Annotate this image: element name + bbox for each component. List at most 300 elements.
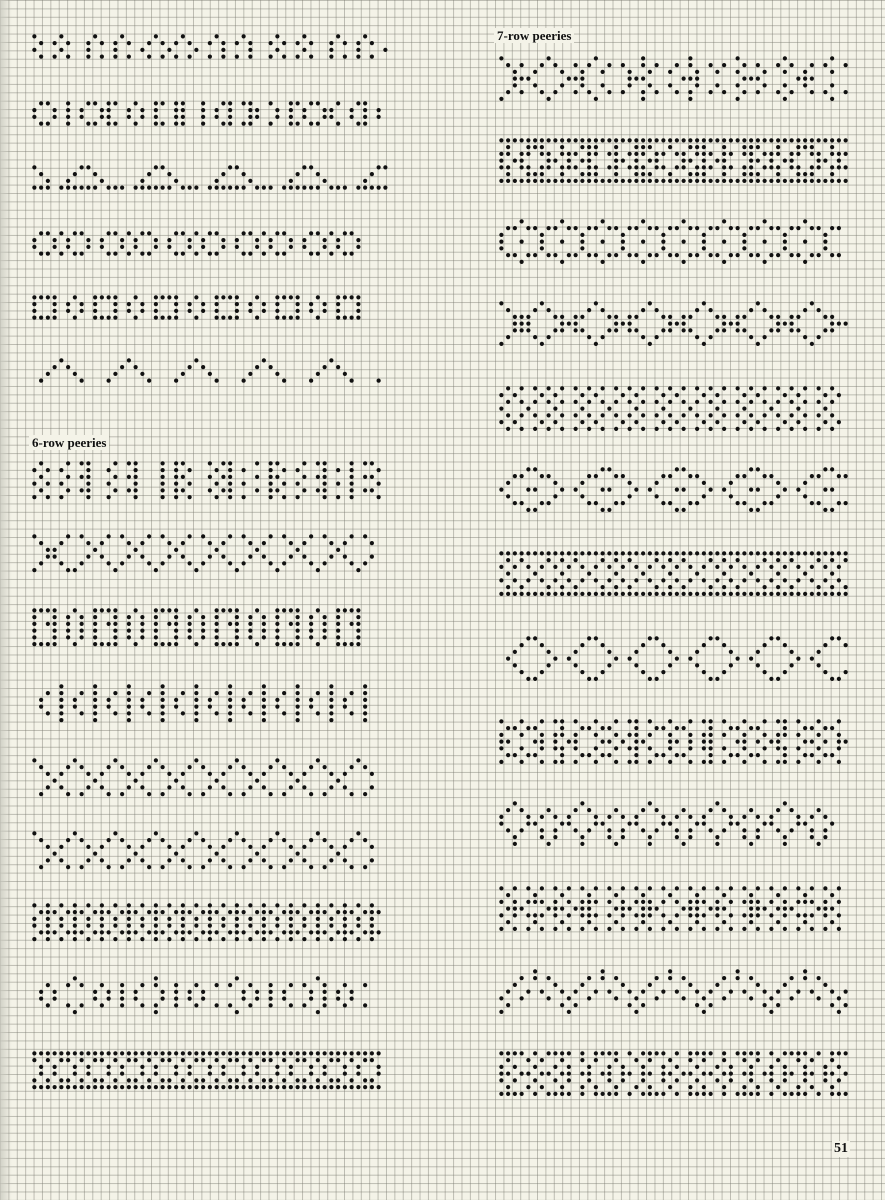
stitch-dot bbox=[80, 231, 84, 235]
stitch-dot bbox=[370, 924, 374, 928]
stitch-dot bbox=[526, 315, 530, 319]
stitch-dot bbox=[783, 1051, 787, 1055]
stitch-dot bbox=[648, 801, 652, 805]
stitch-dot bbox=[796, 179, 800, 183]
stitch-dot bbox=[32, 48, 36, 52]
stitch-dot bbox=[356, 642, 360, 646]
stitch-dot bbox=[296, 629, 300, 633]
stitch-dot bbox=[208, 1085, 212, 1089]
stitch-dot bbox=[560, 592, 564, 596]
stitch-dot bbox=[506, 592, 510, 596]
stitch-dot bbox=[39, 990, 43, 994]
stitch-dot bbox=[242, 186, 246, 190]
stitch-dot bbox=[201, 635, 205, 639]
stitch-dot bbox=[107, 622, 111, 626]
stitch-dot bbox=[188, 1065, 192, 1069]
stitch-dot bbox=[641, 1072, 645, 1076]
stitch-dot bbox=[39, 1072, 43, 1076]
stitch-dot bbox=[356, 622, 360, 626]
stitch-dot bbox=[39, 55, 43, 59]
stitch-dot bbox=[499, 1092, 503, 1096]
left-top-peerie-band-3 bbox=[31, 164, 389, 191]
stitch-dot bbox=[39, 1051, 43, 1055]
stitch-dot bbox=[188, 245, 192, 249]
stitch-dot bbox=[614, 386, 618, 390]
stitch-dot bbox=[262, 1078, 266, 1082]
stitch-dot bbox=[776, 315, 780, 319]
stitch-dot bbox=[533, 976, 537, 980]
stitch-dot bbox=[796, 913, 800, 917]
stitch-dot bbox=[574, 427, 578, 431]
stitch-dot bbox=[370, 917, 374, 921]
stitch-dot bbox=[661, 420, 665, 424]
stitch-dot bbox=[749, 159, 753, 163]
stitch-dot bbox=[553, 828, 557, 832]
stitch-dot bbox=[668, 733, 672, 737]
peerie-chart-svg bbox=[31, 33, 389, 60]
stitch-dot bbox=[628, 427, 632, 431]
stitch-dot bbox=[634, 913, 638, 917]
stitch-dot bbox=[201, 615, 205, 619]
stitch-dot bbox=[161, 1085, 165, 1089]
stitch-dot bbox=[248, 372, 252, 376]
stitch-dot bbox=[350, 910, 354, 914]
stitch-dot bbox=[120, 561, 124, 565]
peerie-chart-svg bbox=[31, 460, 382, 501]
stitch-dot bbox=[817, 179, 821, 183]
stitch-dot bbox=[127, 358, 131, 362]
stitch-dot bbox=[823, 726, 827, 730]
stitch-dot bbox=[621, 90, 625, 94]
stitch-dot bbox=[356, 55, 360, 59]
stitch-dot bbox=[823, 927, 827, 931]
stitch-dot bbox=[336, 629, 340, 633]
stitch-dot bbox=[120, 865, 124, 869]
stitch-dot bbox=[790, 315, 794, 319]
stitch-dot bbox=[587, 592, 591, 596]
stitch-dot bbox=[282, 792, 286, 796]
stitch-dot bbox=[796, 145, 800, 149]
stitch-dot bbox=[648, 1085, 652, 1089]
stitch-dot bbox=[269, 1051, 273, 1055]
stitch-dot bbox=[242, 997, 246, 1001]
stitch-dot bbox=[729, 165, 733, 169]
stitch-dot bbox=[113, 629, 117, 633]
stitch-dot bbox=[107, 115, 111, 119]
stitch-dot bbox=[715, 420, 719, 424]
stitch-dot bbox=[553, 565, 557, 569]
stitch-dot bbox=[296, 930, 300, 934]
stitch-dot bbox=[499, 407, 503, 411]
stitch-dot bbox=[356, 1072, 360, 1076]
stitch-dot bbox=[756, 508, 760, 512]
stitch-dot bbox=[553, 159, 557, 163]
stitch-dot bbox=[722, 585, 726, 589]
stitch-dot bbox=[188, 302, 192, 306]
stitch-dot bbox=[86, 48, 90, 52]
stitch-dot bbox=[553, 719, 557, 723]
stitch-dot bbox=[742, 746, 746, 750]
stitch-dot bbox=[275, 461, 279, 465]
stitch-dot bbox=[370, 903, 374, 907]
stitch-dot bbox=[296, 622, 300, 626]
stitch-dot bbox=[66, 245, 70, 249]
stitch-dot bbox=[255, 461, 259, 465]
stitch-dot bbox=[201, 309, 205, 313]
stitch-dot bbox=[235, 924, 239, 928]
peerie-chart-svg bbox=[498, 800, 849, 848]
stitch-dot bbox=[329, 1051, 333, 1055]
stitch-dot bbox=[817, 551, 821, 555]
stitch-dot bbox=[607, 663, 611, 667]
stitch-dot bbox=[580, 393, 584, 397]
stitch-dot bbox=[702, 900, 706, 904]
stitch-dot bbox=[262, 772, 266, 776]
stitch-dot bbox=[601, 386, 605, 390]
stitch-dot bbox=[120, 930, 124, 934]
stitch-dot bbox=[336, 1085, 340, 1089]
stitch-dot bbox=[107, 705, 111, 709]
stitch-dot bbox=[702, 233, 706, 237]
stitch-dot bbox=[749, 152, 753, 156]
stitch-dot bbox=[113, 831, 117, 835]
stitch-dot bbox=[363, 488, 367, 492]
stitch-dot bbox=[533, 413, 537, 417]
stitch-dot bbox=[587, 1065, 591, 1069]
stitch-dot bbox=[269, 186, 273, 190]
stitch-dot bbox=[614, 501, 618, 505]
stitch-dot bbox=[242, 1085, 246, 1089]
stitch-dot bbox=[228, 468, 232, 472]
stitch-dot bbox=[520, 1072, 524, 1076]
stitch-dot bbox=[356, 615, 360, 619]
stitch-dot bbox=[587, 63, 591, 67]
stitch-dot bbox=[242, 930, 246, 934]
stitch-dot bbox=[607, 165, 611, 169]
stitch-dot bbox=[844, 90, 848, 94]
stitch-dot bbox=[628, 990, 632, 994]
stitch-dot bbox=[93, 34, 97, 38]
stitch-dot bbox=[594, 900, 598, 904]
stitch-dot bbox=[790, 90, 794, 94]
stitch-dot bbox=[113, 295, 117, 299]
stitch-dot bbox=[201, 765, 205, 769]
stitch-dot bbox=[513, 1065, 517, 1069]
stitch-dot bbox=[574, 322, 578, 326]
stitch-dot bbox=[634, 226, 638, 230]
stitch-dot bbox=[356, 316, 360, 320]
stitch-dot bbox=[526, 152, 530, 156]
stitch-dot bbox=[628, 1092, 632, 1096]
stitch-dot bbox=[93, 122, 97, 126]
stitch-dot bbox=[296, 642, 300, 646]
stitch-dot bbox=[275, 488, 279, 492]
stitch-dot bbox=[356, 831, 360, 835]
stitch-dot bbox=[188, 930, 192, 934]
stitch-dot bbox=[370, 930, 374, 934]
stitch-dot bbox=[59, 541, 63, 545]
stitch-dot bbox=[709, 427, 713, 431]
stitch-dot bbox=[533, 1078, 537, 1082]
stitch-dot bbox=[817, 226, 821, 230]
stitch-dot bbox=[675, 565, 679, 569]
right-peerie-band-11 bbox=[498, 885, 849, 933]
stitch-dot bbox=[221, 772, 225, 776]
stitch-dot bbox=[587, 976, 591, 980]
stitch-dot bbox=[221, 172, 225, 176]
right-peerie-band-9 bbox=[498, 718, 849, 766]
stitch-dot bbox=[763, 990, 767, 994]
stitch-dot bbox=[506, 165, 510, 169]
stitch-dot bbox=[702, 670, 706, 674]
stitch-dot bbox=[574, 828, 578, 832]
stitch-dot bbox=[796, 165, 800, 169]
stitch-dot bbox=[53, 309, 57, 313]
stitch-dot bbox=[80, 930, 84, 934]
stitch-dot bbox=[695, 893, 699, 897]
stitch-dot bbox=[499, 746, 503, 750]
stitch-dot bbox=[560, 1072, 564, 1076]
stitch-dot bbox=[574, 585, 578, 589]
stitch-dot bbox=[628, 328, 632, 332]
stitch-dot bbox=[621, 578, 625, 582]
stitch-dot bbox=[269, 488, 273, 492]
stitch-dot bbox=[756, 488, 760, 492]
stitch-dot bbox=[513, 900, 517, 904]
stitch-dot bbox=[607, 1072, 611, 1076]
stitch-dot bbox=[282, 41, 286, 45]
stitch-dot bbox=[682, 427, 686, 431]
stitch-dot bbox=[553, 1051, 557, 1055]
stitch-dot bbox=[830, 1051, 834, 1055]
stitch-dot bbox=[194, 698, 198, 702]
stitch-dot bbox=[844, 322, 848, 326]
stitch-dot bbox=[729, 578, 733, 582]
stitch-dot bbox=[242, 1072, 246, 1076]
stitch-dot bbox=[817, 165, 821, 169]
stitch-dot bbox=[363, 1078, 367, 1082]
stitch-dot bbox=[53, 629, 57, 633]
stitch-dot bbox=[154, 302, 158, 306]
stitch-dot bbox=[526, 1058, 530, 1062]
stitch-dot bbox=[174, 101, 178, 105]
stitch-dot bbox=[580, 670, 584, 674]
stitch-dot bbox=[715, 636, 719, 640]
stitch-dot bbox=[533, 138, 537, 142]
stitch-dot bbox=[837, 740, 841, 744]
stitch-dot bbox=[587, 501, 591, 505]
stitch-dot bbox=[594, 886, 598, 890]
stitch-dot bbox=[363, 765, 367, 769]
stitch-dot bbox=[323, 1065, 327, 1069]
stitch-dot bbox=[661, 407, 665, 411]
stitch-dot bbox=[215, 482, 219, 486]
stitch-dot bbox=[59, 186, 63, 190]
stitch-dot bbox=[776, 138, 780, 142]
stitch-dot bbox=[336, 615, 340, 619]
stitch-dot bbox=[796, 138, 800, 142]
stitch-dot bbox=[634, 726, 638, 730]
stitch-dot bbox=[796, 565, 800, 569]
stitch-dot bbox=[756, 253, 760, 257]
stitch-dot bbox=[248, 845, 252, 849]
stitch-dot bbox=[134, 475, 138, 479]
stitch-dot bbox=[803, 240, 807, 244]
stitch-dot bbox=[817, 386, 821, 390]
stitch-dot bbox=[621, 828, 625, 832]
stitch-dot bbox=[695, 308, 699, 312]
stitch-dot bbox=[201, 115, 205, 119]
stitch-dot bbox=[107, 252, 111, 256]
stitch-dot bbox=[343, 983, 347, 987]
stitch-dot bbox=[350, 1058, 354, 1062]
stitch-dot bbox=[161, 295, 165, 299]
stitch-dot bbox=[594, 578, 598, 582]
stitch-dot bbox=[100, 238, 104, 242]
stitch-dot bbox=[688, 56, 692, 60]
stitch-dot bbox=[560, 733, 564, 737]
stitch-dot bbox=[520, 159, 524, 163]
stitch-dot bbox=[282, 1051, 286, 1055]
stitch-dot bbox=[363, 711, 367, 715]
stitch-dot bbox=[242, 838, 246, 842]
stitch-dot bbox=[46, 845, 50, 849]
stitch-dot bbox=[837, 886, 841, 890]
stitch-dot bbox=[262, 705, 266, 709]
peerie-chart-svg bbox=[31, 1050, 382, 1091]
stitch-dot bbox=[39, 101, 43, 105]
stitch-dot bbox=[174, 468, 178, 472]
stitch-dot bbox=[742, 835, 746, 839]
stitch-dot bbox=[601, 643, 605, 647]
stitch-dot bbox=[46, 548, 50, 552]
stitch-dot bbox=[255, 910, 259, 914]
stitch-dot bbox=[715, 913, 719, 917]
stitch-dot bbox=[533, 179, 537, 183]
stitch-dot bbox=[302, 238, 306, 242]
stitch-dot bbox=[363, 475, 367, 479]
stitch-dot bbox=[208, 903, 212, 907]
stitch-dot bbox=[668, 551, 672, 555]
stitch-dot bbox=[621, 835, 625, 839]
stitch-dot bbox=[587, 636, 591, 640]
stitch-dot bbox=[688, 900, 692, 904]
stitch-dot bbox=[296, 1078, 300, 1082]
stitch-dot bbox=[607, 253, 611, 257]
stitch-dot bbox=[316, 252, 320, 256]
stitch-dot bbox=[742, 172, 746, 176]
stitch-dot bbox=[607, 90, 611, 94]
stitch-dot bbox=[776, 592, 780, 596]
stitch-dot bbox=[567, 1051, 571, 1055]
stitch-dot bbox=[140, 372, 144, 376]
stitch-dot bbox=[783, 83, 787, 87]
stitch-dot bbox=[580, 643, 584, 647]
stitch-dot bbox=[73, 930, 77, 934]
stitch-dot bbox=[235, 937, 239, 941]
stitch-dot bbox=[201, 997, 205, 1001]
stitch-dot bbox=[154, 629, 158, 633]
stitch-dot bbox=[228, 1003, 232, 1007]
stitch-dot bbox=[675, 138, 679, 142]
stitch-dot bbox=[39, 461, 43, 465]
stitch-dot bbox=[73, 698, 77, 702]
stitch-dot bbox=[553, 900, 557, 904]
stitch-dot bbox=[86, 858, 90, 862]
stitch-dot bbox=[722, 260, 726, 264]
stitch-dot bbox=[248, 924, 252, 928]
stitch-dot bbox=[73, 758, 77, 762]
stitch-dot bbox=[675, 551, 679, 555]
stitch-dot bbox=[634, 420, 638, 424]
stitch-dot bbox=[526, 226, 530, 230]
stitch-dot bbox=[655, 585, 659, 589]
stitch-dot bbox=[513, 913, 517, 917]
stitch-dot bbox=[269, 1085, 273, 1089]
stitch-dot bbox=[837, 733, 841, 737]
stitch-dot bbox=[614, 172, 618, 176]
stitch-dot bbox=[316, 711, 320, 715]
stitch-dot bbox=[628, 481, 632, 485]
stitch-dot bbox=[53, 238, 57, 242]
stitch-dot bbox=[688, 97, 692, 101]
stitch-dot bbox=[235, 976, 239, 980]
stitch-dot bbox=[675, 913, 679, 917]
stitch-dot bbox=[574, 77, 578, 81]
stitch-dot bbox=[621, 138, 625, 142]
stitch-dot bbox=[513, 835, 517, 839]
stitch-dot bbox=[702, 913, 706, 917]
stitch-dot bbox=[837, 996, 841, 1000]
stitch-dot bbox=[350, 252, 354, 256]
stitch-dot bbox=[262, 252, 266, 256]
stitch-dot bbox=[702, 494, 706, 498]
stitch-dot bbox=[668, 138, 672, 142]
stitch-dot bbox=[188, 55, 192, 59]
stitch-dot bbox=[506, 753, 510, 757]
stitch-dot bbox=[628, 1003, 632, 1007]
stitch-dot bbox=[506, 920, 510, 924]
stitch-dot bbox=[100, 295, 104, 299]
stitch-dot bbox=[269, 495, 273, 499]
stitch-dot bbox=[174, 495, 178, 499]
stitch-dot bbox=[567, 913, 571, 917]
stitch-dot bbox=[580, 240, 584, 244]
stitch-dot bbox=[742, 240, 746, 244]
stitch-dot bbox=[547, 976, 551, 980]
stitch-dot bbox=[167, 622, 171, 626]
stitch-dot bbox=[174, 1072, 178, 1076]
stitch-dot bbox=[560, 753, 564, 757]
stitch-dot bbox=[567, 179, 571, 183]
stitch-dot bbox=[66, 930, 70, 934]
stitch-dot bbox=[607, 152, 611, 156]
stitch-dot bbox=[736, 413, 740, 417]
stitch-dot bbox=[100, 785, 104, 789]
stitch-dot bbox=[154, 295, 158, 299]
stitch-dot bbox=[796, 900, 800, 904]
stitch-dot bbox=[120, 1051, 124, 1055]
stitch-dot bbox=[702, 301, 706, 305]
stitch-dot bbox=[594, 172, 598, 176]
stitch-dot bbox=[702, 927, 706, 931]
stitch-dot bbox=[356, 568, 360, 572]
stitch-dot bbox=[641, 219, 645, 223]
stitch-dot bbox=[181, 1085, 185, 1089]
stitch-dot bbox=[661, 670, 665, 674]
stitch-dot bbox=[688, 551, 692, 555]
stitch-dot bbox=[370, 41, 374, 45]
